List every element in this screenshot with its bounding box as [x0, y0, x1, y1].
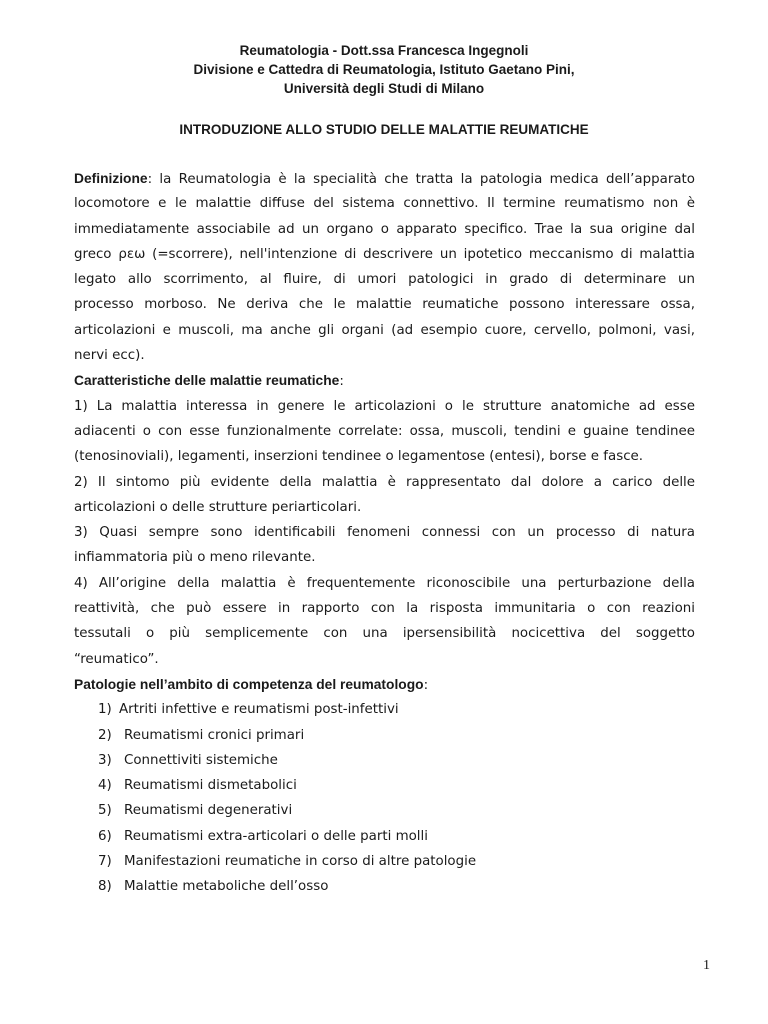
- definizione-line-5: legato allo scorrimento, al fluire, di umori patologici in grado di determinare un: [74, 272, 695, 288]
- caratteristiche-line-1: 1) La malattia interessa in genere le articolazioni o le strutture anatomiche ad esse: [74, 398, 695, 414]
- list-item: 1) Artriti infettive e reumatismi post-infettivi: [98, 702, 399, 718]
- patologie-list: [74, 697, 695, 899]
- caratteristiche-line-5: articolazioni o delle strutture periarticolari.: [74, 499, 362, 515]
- document-header: [74, 41, 694, 98]
- definizione-line-8: nervi ecc).: [74, 348, 145, 364]
- caratteristiche-line-10: tessutali o più semplicemente con una ipersensibilità nocicettiva del soggetto: [74, 626, 695, 642]
- list-item: 4) Reumatismi dismetabolici: [98, 778, 297, 794]
- definizione-line-1: Definizione: la Reumatologia è la specialità che tratta la patologia medica dell’apparato: [74, 171, 695, 187]
- caratteristiche-line-2: adiacenti o con esse funzionalmente correlate: ossa, muscoli, tendini e guaine tendinee: [74, 423, 695, 439]
- list-item: 6) Reumatismi extra-articolari o delle parti molli: [98, 828, 428, 844]
- patologie-heading: Patologie nell’ambito di competenza del reumatologo:: [74, 676, 429, 693]
- list-item: 2) Reumatismi cronici primari: [98, 727, 305, 743]
- caratteristiche-line-8: 4) All’origine della malattia è frequentemente riconoscibile una perturbazione della: [74, 575, 695, 591]
- definizione-line-6: processo morboso. Ne deriva che le malattie reumatiche possono interessare ossa,: [74, 297, 695, 313]
- list-item: 3) Connettiviti sistemiche: [98, 752, 278, 768]
- caratteristiche-label: Caratteristiche delle malattie reumatiche: [74, 373, 340, 389]
- caratteristiche-line-6: 3) Quasi sempre sono identificabili fenomeni connessi con un processo di natura: [74, 525, 695, 541]
- header-line-1: Reumatologia - Dott.ssa Francesca Ingegnoli: [239, 43, 529, 58]
- document-body: [74, 166, 695, 900]
- caratteristiche-line-11: “reumatico”.: [74, 651, 159, 667]
- caratteristiche-heading: Caratteristiche delle malattie reumatiche:: [74, 373, 344, 390]
- list-item: 8) Malattie metaboliche dell’osso: [98, 879, 329, 895]
- patologie-label: Patologie nell’ambito di competenza del reumatologo: [74, 676, 424, 692]
- header-line-3: Università degli Studi di Milano: [283, 81, 485, 96]
- caratteristiche-line-7: infiammatoria più o meno rilevante.: [74, 550, 316, 566]
- definizione-line-4: greco ρεω (=scorrere), nell'intenzione di descrivere un ipotetico meccanismo di malattia: [74, 246, 695, 262]
- definizione-line-2: locomotore e le malattie diffuse del sistema connettivo. Il termine reumatismo non è: [74, 196, 695, 212]
- list-item: 7) Manifestazioni reumatiche in corso di altre patologie: [98, 854, 477, 870]
- list-item: 5) Reumatismi degenerativi: [98, 803, 293, 819]
- document-title: INTRODUZIONE ALLO STUDIO DELLE MALATTIE REUMATICHE: [179, 122, 589, 137]
- header-line-2: Divisione e Cattedra di Reumatologia, Istituto Gaetano Pini,: [193, 62, 575, 77]
- definizione-label: Definizione: [74, 171, 148, 186]
- definizione-line-3: immediatamente associabile ad un organo o apparato specifico. Trae la sua origine dal: [74, 221, 695, 237]
- page-number: 1: [703, 958, 710, 973]
- definizione-line-7: articolazioni e muscoli, ma anche gli organi (ad esempio cuore, cervello, polmoni, vasi,: [74, 322, 695, 338]
- caratteristiche-line-9: reattività, che può essere in rapporto con la risposta immunitaria o con reazioni: [74, 601, 695, 617]
- caratteristiche-line-4: 2) Il sintomo più evidente della malattia è rappresentato dal dolore a carico delle: [74, 474, 695, 490]
- caratteristiche-line-3: (tenosinoviali), legamenti, inserzioni tendinee o legamentose (entesi), borse e fasce.: [74, 449, 644, 465]
